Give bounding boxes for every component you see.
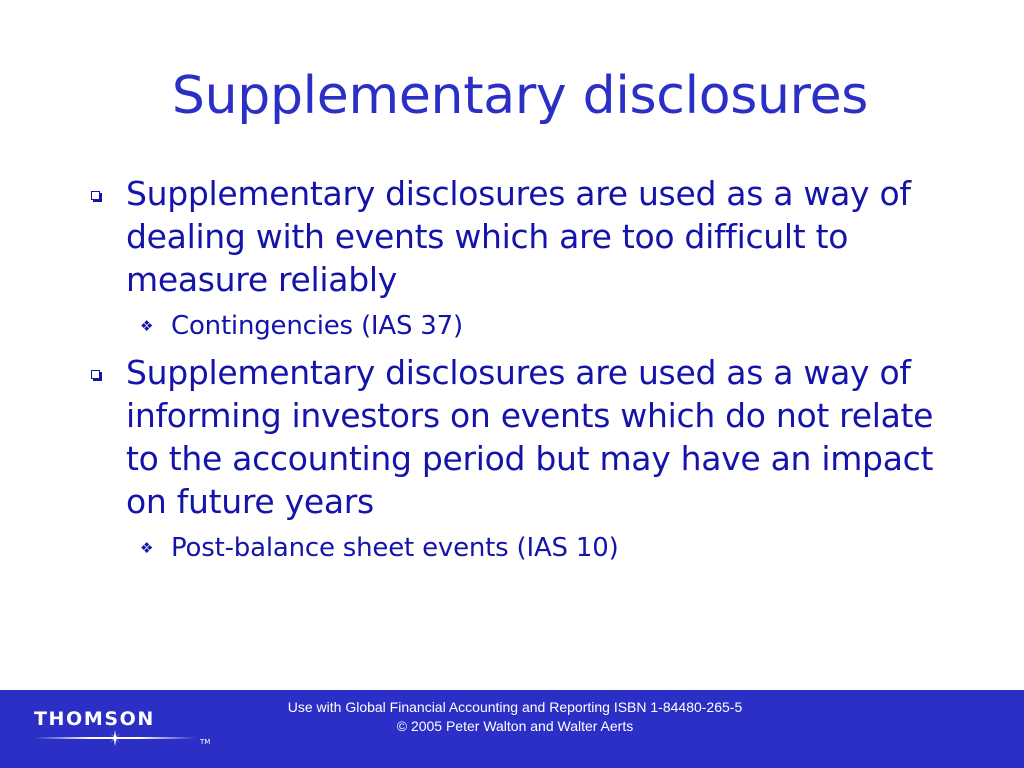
logo-wordmark: THOMSON: [34, 708, 155, 730]
footer-line-1: Use with Global Financial Accounting and Reporting ISBN 1-84480-265-5: [287, 699, 743, 715]
square-bullet-icon: [91, 191, 100, 200]
footer-citation: [250, 698, 780, 736]
diamond-bullet-icon: ❖: [140, 317, 154, 335]
footer-bar: [0, 690, 1024, 768]
bullet-item: [90, 351, 960, 523]
logo-trademark: TM: [200, 738, 211, 746]
bullet-text: Supplementary disclosures are used as a way of dealing with events which are too difficult to measure reliably: [126, 174, 911, 299]
sub-bullet-text: Contingencies (IAS 37): [171, 311, 463, 341]
thomson-logo: [34, 708, 214, 748]
sub-bullet-text: Post-balance sheet events (IAS 10): [171, 533, 619, 563]
diamond-bullet-icon: ❖: [140, 539, 154, 557]
bullet-item: [90, 172, 960, 301]
square-bullet-icon: [91, 370, 100, 379]
bullet-list: [90, 172, 960, 573]
star-burst-icon: [107, 730, 123, 746]
slide-title: Supplementary disclosures: [171, 66, 869, 126]
bullet-text: Supplementary disclosures are used as a way of informing investors on events which do not relate to the accounting period but may have an impact on future years: [126, 353, 934, 521]
sub-bullet-item: [90, 309, 960, 343]
sub-bullet-item: [90, 531, 960, 565]
footer-line-2: © 2005 Peter Walton and Walter Aerts: [396, 718, 634, 734]
